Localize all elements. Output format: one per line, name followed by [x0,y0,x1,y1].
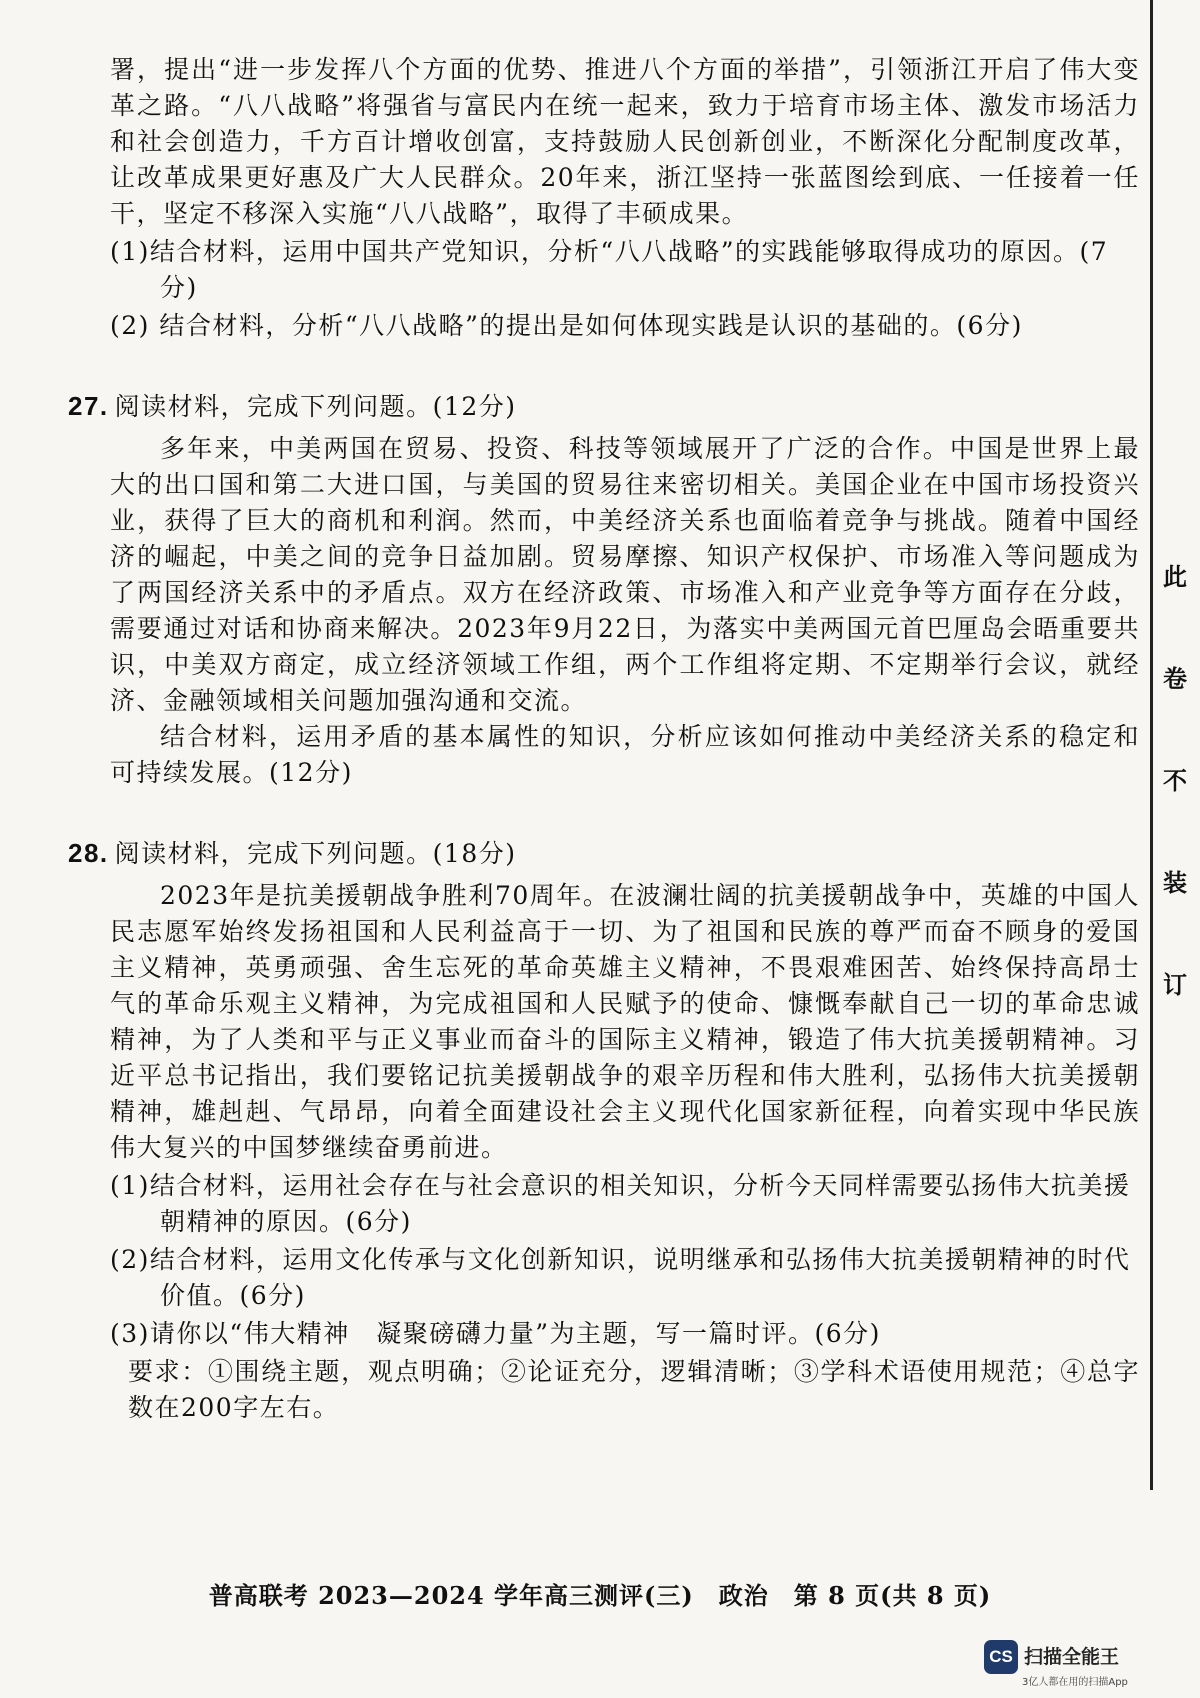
q27-number: 27. [68,391,109,421]
q28-sub2: (2)结合材料，运用文化传承与文化创新知识，说明继承和弘扬伟大抗美援朝精神的时代价值。(6分) [110,1245,1131,1310]
q28-requirements: 要求：①围绕主题，观点明确；②论证充分，逻辑清晰；③学科术语使用规范；④总字数在200字左右。 [128,1357,1140,1422]
binding-line [1150,0,1153,1490]
q28-heading [68,835,1140,872]
q26-sub1: (1)结合材料，运用中国共产党知识，分析“八八战略”的实践能够取得成功的原因。(7分) [110,237,1109,302]
q28-sub1: (1)结合材料，运用社会存在与社会意识的相关知识，分析今天同样需要弘扬伟大抗美援朝精神的原因。(6分) [110,1171,1131,1236]
scanner-watermark [984,1640,1174,1690]
q27-material: 多年来，中美两国在贸易、投资、科技等领域展开了广泛的合作。中国是世界上最大的出口国和第二大进口国，与美国的贸易往来密切相关。美国企业在中国市场投资兴业，获得了巨大的商机和利润。然而，中美经济关系也面临着竞争与挑战。随着中国经济的崛起，中美之间的竞争日益加剧。贸易摩擦、知识产权保护、市场准入等问题成为了两国经济关系中的矛盾点。双方在经济政策、市场准入和产业竞争等方面存在分歧，需要通过对话和协商来解决。2023年9月22日，为落实中美两国元首巴厘岛会晤重要共识，中美双方商定，成立经济领域工作组，两个工作组将定期、不定期举行会议，就经济、金融领域相关问题加强沟通和交流。 [110,434,1140,715]
q27-task: 结合材料，运用矛盾的基本属性的知识，分析应该如何推动中美经济关系的稳定和可持续发展。(12分) [110,722,1140,787]
q28-number: 28. [68,838,109,868]
binding-char: 订 [1163,970,1187,999]
q26-sub2: (2) 结合材料，分析“八八战略”的提出是如何体现实践是认识的基础的。(6分) [110,311,1023,340]
q28-sub3: (3)请你以“伟大精神 凝聚磅礴力量”为主题，写一篇时评。(6分) [110,1319,881,1348]
page-footer: 普高联考 2023—2024 学年高三测评(三) 政治 第 8 页(共 8 页) [208,1581,992,1610]
q26-material: 署，提出“进一步发挥八个方面的优势、推进八个方面的举措”，引领浙江开启了伟大变革之路。“八八战略”将强省与富民内在统一起来，致力于培育市场主体、激发市场活力和社会创造力，千方百计增收创富，支持鼓励人民创新创业，不断深化分配制度改革，让改革成果更好惠及广大人民群众。20年来，浙江坚持一张蓝图绘到底、一任接着一任干，坚定不移深入实施“八八战略”，取得了丰硕成果。 [110,55,1140,228]
watermark-title: 扫描全能王 [1024,1646,1120,1668]
q27-heading [68,388,1140,425]
camscanner-logo-icon: CS [984,1640,1018,1674]
binding-char: 不 [1163,766,1187,795]
q28-heading-text: 阅读材料，完成下列问题。(18分) [114,839,517,868]
page-content [68,52,1140,1426]
binding-char: 装 [1163,868,1187,897]
q27-heading-text: 阅读材料，完成下列问题。(12分) [114,392,517,421]
binding-char: 此 [1163,562,1187,591]
binding-char: 卷 [1163,664,1187,693]
watermark-subtitle: 3亿人都在用的扫描App [1022,1677,1128,1688]
binding-notice [1158,560,1192,1070]
q28-material: 2023年是抗美援朝战争胜利70周年。在波澜壮阔的抗美援朝战争中，英雄的中国人民志愿军始终发扬祖国和人民利益高于一切、为了祖国和民族的尊严而奋不顾身的爱国主义精神，英勇顽强、舍生忘死的革命英雄主义精神，不畏艰难困苦、始终保持高昂士气的革命乐观主义精神，为完成祖国和人民赋予的使命、慷慨奉献自己一切的革命忠诚精神，为了人类和平与正义事业而奋斗的国际主义精神，锻造了伟大抗美援朝精神。习近平总书记指出，我们要铭记抗美援朝战争的艰辛历程和伟大胜利，弘扬伟大抗美援朝精神，雄赳赳、气昂昂，向着全面建设社会主义现代化国家新征程，向着实现中华民族伟大复兴的中国梦继续奋勇前进。 [110,881,1140,1162]
